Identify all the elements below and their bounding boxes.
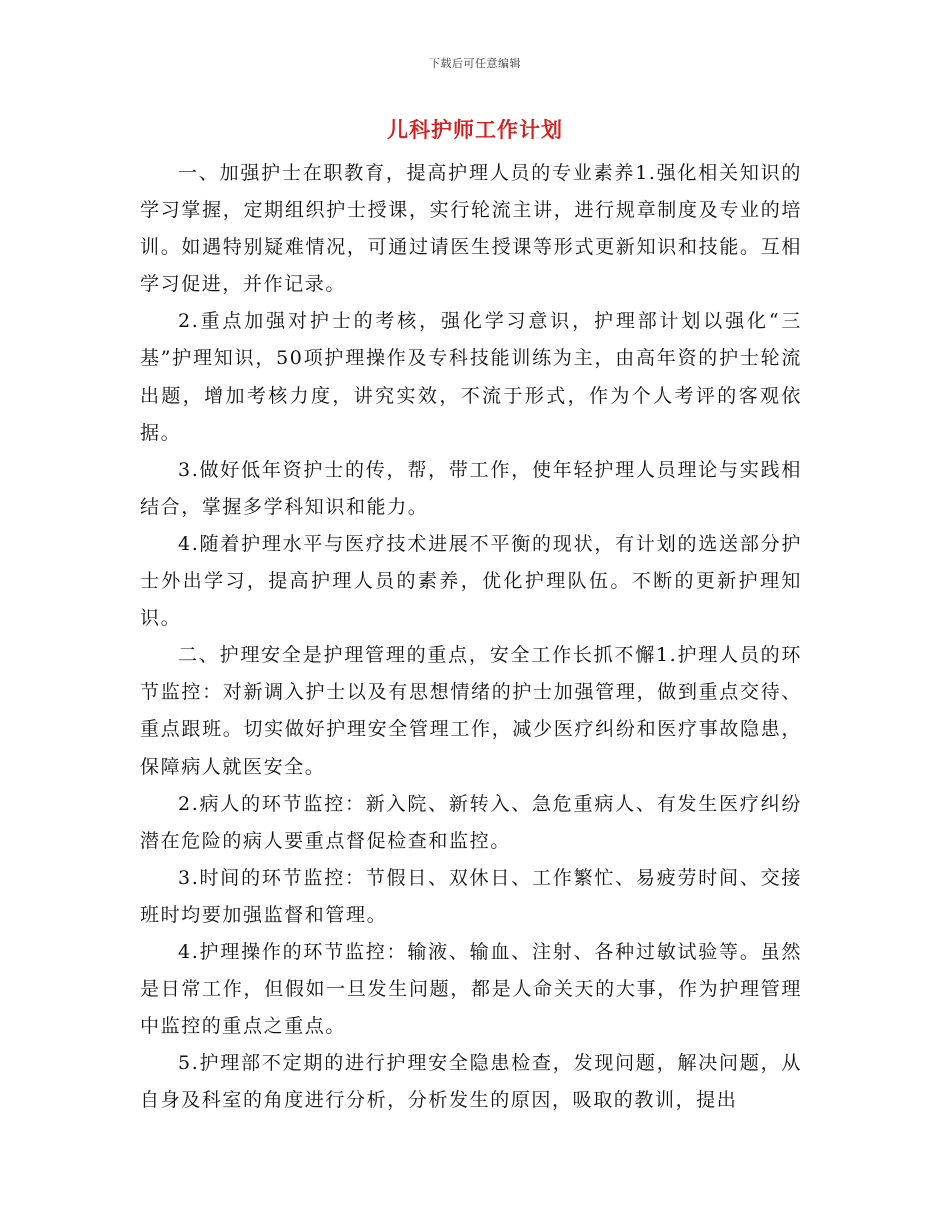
paragraph-8: 4.护理操作的环节监控：输液、输血、注射、各种过敏试验等。虽然是日常工作，但假如一旦发生问题，都是人命关天的大事，作为护理管理中监控的重点之重点。 xyxy=(140,940,802,1038)
paragraph-7: 3.时间的环节监控：节假日、双休日、工作繁忙、易疲劳时间、交接班时均要加强监督和管理。 xyxy=(140,866,802,926)
paragraph-5: 二、护理安全是护理管理的重点，安全工作长抓不懈1.护理人员的环节监控：对新调入护士以及有思想情绪的护士加强管理，做到重点交待、重点跟班。切实做好护理安全管理工作，减少医疗纠纷和医疗事故隐患，保障病人就医安全。 xyxy=(140,644,802,778)
paragraph-6: 2.病人的环节监控：新入院、新转入、急危重病人、有发生医疗纠纷潜在危险的病人要重点督促检查和监控。 xyxy=(140,792,802,852)
paragraph-9: 5.护理部不定期的进行护理安全隐患检查，发现问题，解决问题，从自身及科室的角度进行分析，分析发生的原因，吸取的教训，提出 xyxy=(140,1052,802,1112)
document-title: 儿科护师工作计划 xyxy=(387,117,563,142)
paragraph-2: 2.重点加强对护士的考核，强化学习意识，护理部计划以强化“三基”护理知识，50项护理操作及专科技能训练为主，由高年资的护士轮流出题，增加考核力度，讲究实效，不流于形式，作为个人考评的客观依据。 xyxy=(140,310,802,444)
page-header-note: 下载后可任意编辑 xyxy=(429,57,521,70)
document-body xyxy=(140,155,802,1119)
paragraph-4: 4.随着护理水平与医疗技术进展不平衡的现状，有计划的选送部分护士外出学习，提高护理人员的素养，优化护理队伍。不断的更新护理知识。 xyxy=(140,532,802,630)
paragraph-3: 3.做好低年资护士的传，帮，带工作，使年轻护理人员理论与实践相结合，掌握多学科知识和能力。 xyxy=(140,458,802,518)
paragraph-1: 一、加强护士在职教育，提高护理人员的专业素养1.强化相关知识的学习掌握，定期组织护士授课，实行轮流主讲，进行规章制度及专业的培训。如遇特别疑难情况，可通过请医生授课等形式更新知识和技能。互相学习促进，并作记录。 xyxy=(140,162,802,296)
